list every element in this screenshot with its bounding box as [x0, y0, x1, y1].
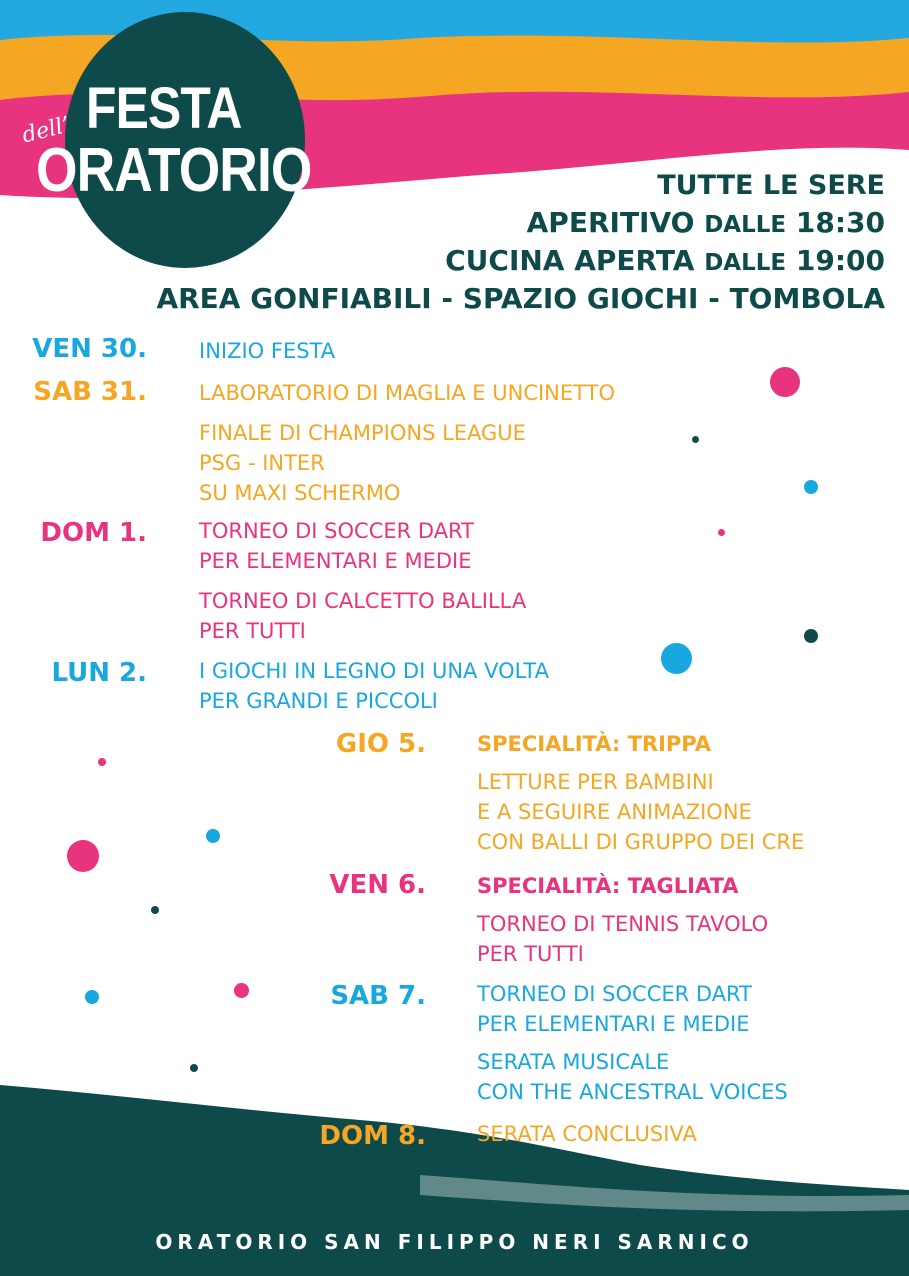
decorative-dot	[151, 906, 159, 914]
aperitivo-time: 18:30	[795, 206, 885, 239]
event-line: PSG - INTER	[199, 451, 325, 475]
event	[477, 729, 711, 759]
aperitivo-label: APERITIVO	[526, 206, 695, 239]
event-line: E A SEGUIRE ANIMAZIONE	[477, 800, 752, 824]
event-line: TORNEO DI SOCCER DART	[199, 519, 474, 543]
logo-festa: FESTA	[86, 76, 242, 141]
event-line: I GIOCHI IN LEGNO DI UNA VOLTA	[199, 659, 549, 683]
event-line: CON THE ANCESTRAL VOICES	[477, 1080, 788, 1104]
footer-organizer: ORATORIO SAN FILIPPO NERI SARNICO	[155, 1230, 754, 1254]
event-line: SPECIALITÀ: TAGLIATA	[477, 874, 739, 898]
logo-dell: dell’	[19, 112, 73, 149]
decorative-dot	[804, 480, 818, 494]
event-line: PER ELEMENTARI E MEDIE	[199, 549, 472, 573]
cucina-time: 19:00	[795, 244, 885, 277]
event	[477, 767, 804, 857]
event-line: FINALE DI CHAMPIONS LEAGUE	[199, 421, 526, 445]
day-label: LUN 2.	[51, 658, 147, 688]
event-line: CON BALLI DI GRUPPO DEI CRE	[477, 830, 805, 854]
day-label: SAB 7.	[330, 981, 426, 1011]
decorative-dot	[804, 629, 818, 643]
event	[477, 1047, 788, 1107]
event-line: SERATA MUSICALE	[477, 1050, 670, 1074]
aperitivo-dalle: DALLE	[704, 212, 787, 238]
event	[199, 516, 474, 576]
decorative-dot	[770, 367, 800, 397]
decorative-dot	[190, 1064, 198, 1072]
header-every-night: TUTTE LE SERE	[657, 170, 885, 201]
day-label: DOM 8.	[319, 1121, 426, 1151]
header-activities: AREA GONFIABILI - SPAZIO GIOCHI - TOMBOLA	[156, 282, 885, 315]
event-line: SERATA CONCLUSIVA	[477, 1122, 697, 1146]
event-line: TORNEO DI TENNIS TAVOLO	[477, 912, 769, 936]
event-line: PER TUTTI	[199, 619, 306, 643]
event-line: PER ELEMENTARI E MEDIE	[477, 1012, 750, 1036]
decorative-dot	[206, 829, 220, 843]
logo-oratorio: ORATORIO	[36, 136, 312, 205]
event	[477, 1119, 697, 1149]
event-line: SU MAXI SCHERMO	[199, 481, 401, 505]
event	[199, 378, 615, 408]
decorative-dot	[234, 983, 249, 998]
event	[199, 336, 335, 366]
event-line: LETTURE PER BAMBINI	[477, 770, 714, 794]
event	[199, 656, 549, 716]
day-label: GIO 5.	[335, 729, 426, 759]
event-line: LABORATORIO DI MAGLIA E UNCINETTO	[199, 381, 615, 405]
event	[477, 979, 752, 1039]
header-aperitivo	[527, 206, 885, 239]
day-label: VEN 6.	[329, 870, 426, 900]
event-line: TORNEO DI CALCETTO BALILLA	[199, 589, 527, 613]
event-line: INIZIO FESTA	[199, 339, 336, 363]
header-cucina	[445, 244, 885, 277]
decorative-dot	[661, 643, 692, 674]
decorative-dot	[718, 529, 725, 536]
event	[477, 871, 739, 901]
day-label: DOM 1.	[40, 518, 147, 548]
event	[199, 586, 526, 646]
event	[477, 909, 768, 969]
day-label: VEN 30.	[32, 334, 147, 364]
event	[199, 418, 526, 508]
cucina-label: CUCINA APERTA	[445, 244, 695, 277]
event-line: TORNEO DI SOCCER DART	[477, 982, 752, 1006]
cucina-dalle: DALLE	[704, 250, 787, 276]
decorative-dot	[98, 758, 106, 766]
event-line: PER GRANDI E PICCOLI	[199, 689, 438, 713]
decorative-dot	[692, 436, 699, 443]
event-line: SPECIALITÀ: TRIPPA	[477, 732, 711, 756]
event-line: PER TUTTI	[477, 942, 584, 966]
decorative-dot	[85, 990, 99, 1004]
day-label: SAB 31.	[33, 377, 147, 407]
decorative-dot	[67, 840, 99, 872]
